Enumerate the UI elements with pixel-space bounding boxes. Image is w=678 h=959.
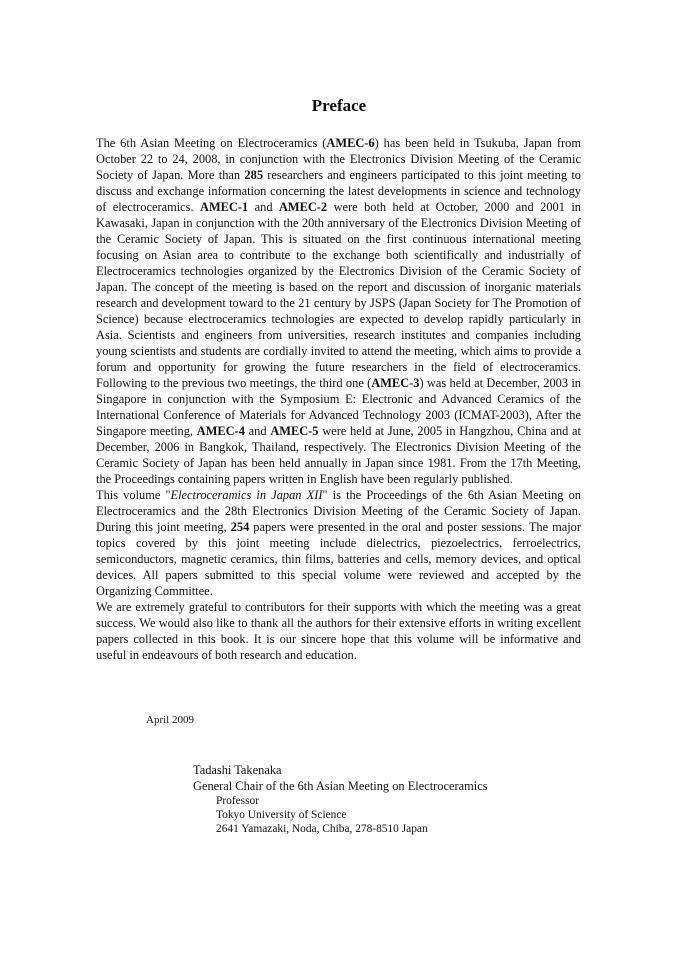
signatory-address: 2641 Yamazaki, Noda, Chiba, 278-8510 Japan — [216, 823, 428, 835]
text-run: were both held at October, 2000 and 2001 in Kawasaki, Japan in conjunction with the 20th anniversary of the Electronics Division Meeting of the Ceramic Society of Japan. This is situated on the first continuous international meeting focusing on Asian area to contribute to the exchange both scientifically and industrially of Electroceramics technologies organized by the Electronics Division of the Ceramic Society of Japan. The concept of the meeting is based on the report and discussion of inorganic materials research and development toward to the 21 century by JSPS (Japan Society for The Promotion of Science) because electroceramics technologies are expected to develop rapidly particularly in Asia. Scientists and engineers from universities, research institutes and companies including young scientists and students are cordially invited to attend the meeting, which aims to provide a forum and opportunity for growing the future researchers in the field of electroceramics. Following to the previous two meetings, the third one ( — [96, 200, 581, 390]
paragraph-volume — [96, 487, 581, 599]
bold-text: 285 — [244, 168, 264, 182]
text-run: and — [244, 424, 271, 438]
page-title: Preface — [311, 96, 367, 115]
text-run: The 6th Asian Meeting on Electroceramics ( — [96, 136, 327, 150]
text-run: papers were presented in the oral and poster sessions. The major topics covered by this joint meeting include dielectrics, piezoelectrics, ferroelectrics, semiconductors, magnetic ceramics, thin films, batteries and cells, memory devices, and optical devices. All papers submitted to this special volume were reviewed and accepted by the Organizing Committee. — [96, 520, 581, 598]
signature-block — [193, 762, 488, 836]
text-run: and — [248, 200, 279, 214]
text-run: ) has been held in Tsukuba, Japan from October 22 to 24, 2008, in conjunction with the Electronics Division Meeting of the Ceramic Society of Japan. More than — [96, 136, 581, 182]
signatory-affiliation: Tokyo University of Science — [216, 809, 347, 821]
paragraph-thanks — [96, 599, 581, 663]
signatory-name: Tadashi Takenaka — [193, 763, 282, 777]
bold-text: 254 — [230, 520, 250, 534]
preface-date: April 2009 — [146, 714, 194, 726]
preface-body — [96, 135, 581, 663]
text-run: This volume " — [96, 488, 171, 502]
text-run: We are extremely grateful to contributors for their supports with which the meeting was a great success. We would also like to thank all the authors for their extensive efforts in writing excellent papers collected in this book. It is our sincere hope that this volume will be informative and useful in endeavours of both research and education. — [96, 600, 581, 662]
signatory-role: General Chair of the 6th Asian Meeting on Electroceramics — [193, 779, 488, 793]
italic-title: Electroceramics in Japan XII — [170, 488, 323, 502]
paragraph-history — [96, 135, 581, 487]
bold-text: AMEC-6 — [326, 136, 375, 150]
bold-text: AMEC-4 — [196, 424, 245, 438]
bold-text: AMEC-5 — [270, 424, 319, 438]
bold-text: AMEC-3 — [371, 376, 420, 390]
text-run: were held at June, 2005 in Hangzhou, China and at December, 2006 in Bangkok, Thailand, respectively. The Electronics Division Meeting of the Ceramic Society of Japan has been held annually in Japan since 1981. From the 17th Meeting, the Proceedings containing papers written in English have been regularly published. — [96, 424, 581, 486]
signatory-position: Professor — [216, 795, 260, 807]
bold-text: AMEC-2 — [278, 200, 328, 214]
text-run: " is the Proceedings of the 6th Asian Meeting on Electroceramics and the 28th Electronics Division Meeting of the Ceramic Society of Japan. During this joint meeting, — [96, 488, 581, 534]
bold-text: AMEC-1 — [200, 200, 249, 214]
text-run: researchers and engineers participated to this joint meeting to discuss and exchange information concerning the latest developments in science and technology of electroceramics. — [96, 168, 581, 214]
text-run: ) was held at December, 2003 in Singapore in conjunction with the Symposium E: Electronic and Advanced Ceramics of the International Conference of Materials for Advanced Technology 2003 (ICMAT-2003), After the Singapore meeting, — [96, 376, 582, 438]
